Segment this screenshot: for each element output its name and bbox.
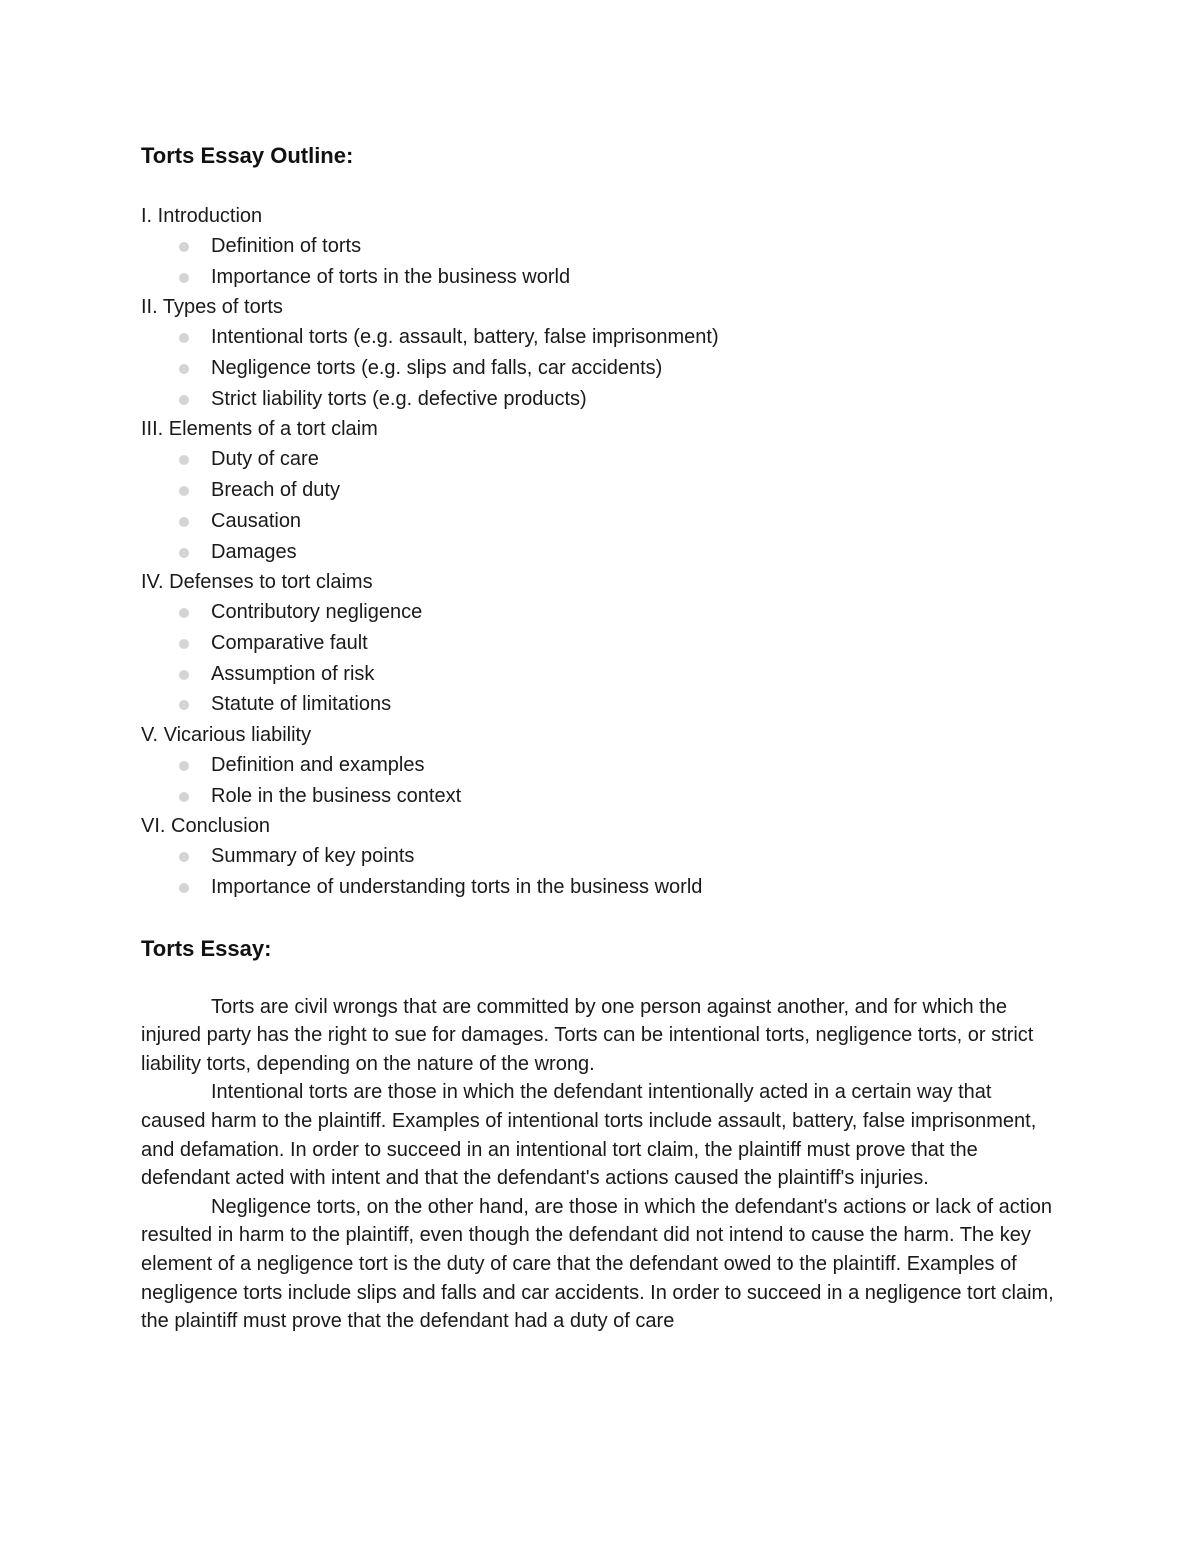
list-item-text: Statute of limitations: [211, 693, 392, 716]
bullet-icon: [179, 517, 189, 527]
list-item-text: Definition and examples: [211, 753, 425, 776]
list-item: [141, 353, 1061, 384]
list-item-text: Definition of torts: [211, 235, 362, 257]
outline-section: [141, 720, 1061, 811]
section-heading: I. Introduction: [141, 205, 263, 227]
section-heading: V. Vicarious liability: [141, 723, 312, 746]
list-item: [141, 444, 1061, 475]
list-item: [141, 262, 1061, 293]
list-item-text: Breach of duty: [211, 479, 340, 502]
bullet-icon: [179, 486, 189, 496]
list-item-text: Negligence torts (e.g. slips and falls, car accidents): [211, 357, 663, 380]
bullet-icon: [179, 700, 189, 710]
bullet-list: [141, 597, 1061, 720]
list-item: [141, 628, 1061, 659]
outline-title: Torts Essay Outline:: [141, 143, 354, 168]
bullet-icon: [179, 455, 189, 465]
list-item-text: Importance of torts in the business world: [211, 265, 571, 288]
bullet-list: [141, 231, 1061, 292]
list-item: [141, 750, 1061, 781]
list-item: [141, 475, 1061, 506]
list-item: [141, 537, 1061, 568]
bullet-icon: [179, 364, 189, 374]
list-item-text: Intentional torts (e.g. assault, battery, false imprisonment): [211, 326, 719, 349]
outline-section: [141, 567, 1061, 720]
outline-section: [141, 811, 1061, 902]
list-item-text: Importance of understanding torts in the business world: [211, 876, 703, 898]
list-item-text: Role in the business context: [211, 784, 462, 807]
document-page: [141, 138, 1061, 1336]
list-item-text: Duty of care: [211, 448, 319, 471]
list-item: [141, 231, 1061, 262]
essay-title: Torts Essay:: [141, 935, 272, 961]
bullet-icon: [179, 670, 189, 680]
bullet-list: [141, 750, 1061, 811]
list-item: [141, 689, 1061, 720]
bullet-icon: [179, 883, 189, 893]
section-heading: IV. Defenses to tort claims: [141, 571, 373, 594]
list-item: [141, 659, 1061, 690]
outline-section: [141, 292, 1061, 414]
bullet-icon: [179, 639, 189, 649]
list-item-text: Comparative fault: [211, 631, 368, 654]
list-item-text: Strict liability torts (e.g. defective products): [211, 387, 587, 410]
bullet-icon: [179, 608, 189, 618]
list-item-text: Damages: [211, 540, 297, 563]
bullet-list: [141, 322, 1061, 414]
bullet-list: [141, 841, 1061, 902]
bullet-icon: [179, 761, 189, 771]
outline-section: [141, 414, 1061, 567]
list-item: [141, 597, 1061, 628]
list-item-text: Summary of key points: [211, 845, 415, 868]
bullet-icon: [179, 273, 189, 283]
outline-section: [141, 201, 1061, 292]
bullet-icon: [179, 792, 189, 802]
section-heading: VI. Conclusion: [141, 815, 270, 838]
essay-body: [141, 993, 1061, 1336]
essay-paragraph: Torts are civil wrongs that are committed by one person against another, and for which the injured party has the right to sue for damages. Torts can be intentional torts, negligence torts, or strict liability torts, depending on the nature of the wrong.: [141, 995, 1034, 1075]
section-heading: II. Types of torts: [141, 296, 283, 319]
section-heading: III. Elements of a tort claim: [141, 418, 378, 441]
bullet-icon: [179, 333, 189, 343]
list-item: [141, 872, 1061, 903]
list-item-text: Contributory negligence: [211, 601, 423, 624]
bullet-icon: [179, 242, 189, 252]
list-item-text: Assumption of risk: [211, 662, 375, 685]
list-item: [141, 781, 1061, 812]
bullet-list: [141, 444, 1061, 567]
essay-paragraph: Negligence torts, on the other hand, are those in which the defendant's actions or lack of action resulted in harm to the plaintiff, even though the defendant did not intend to cause the harm. The key element of a negligence tort is the duty of care that the defendant owed to the plaintiff. Examples of negligence torts include slips and falls and car accidents. In order to succeed in a negligence tort claim, the plaintiff must prove that the defendant had a duty of care: [141, 1195, 1054, 1333]
list-item: [141, 506, 1061, 537]
bullet-icon: [179, 852, 189, 862]
list-item-text: Causation: [211, 509, 302, 532]
bullet-icon: [179, 395, 189, 405]
essay-paragraph: Intentional torts are those in which the defendant intentionally acted in a certain way that caused harm to the plaintiff. Examples of intentional torts include assault, battery, false imprisonment, and defamation. In order to succeed in an intentional tort claim, the plaintiff must prove that the defendant acted with intent and that the defendant's actions caused the plaintiff's injuries.: [141, 1081, 1037, 1190]
bullet-icon: [179, 548, 189, 558]
list-item: [141, 384, 1061, 415]
list-item: [141, 322, 1061, 353]
list-item: [141, 841, 1061, 872]
